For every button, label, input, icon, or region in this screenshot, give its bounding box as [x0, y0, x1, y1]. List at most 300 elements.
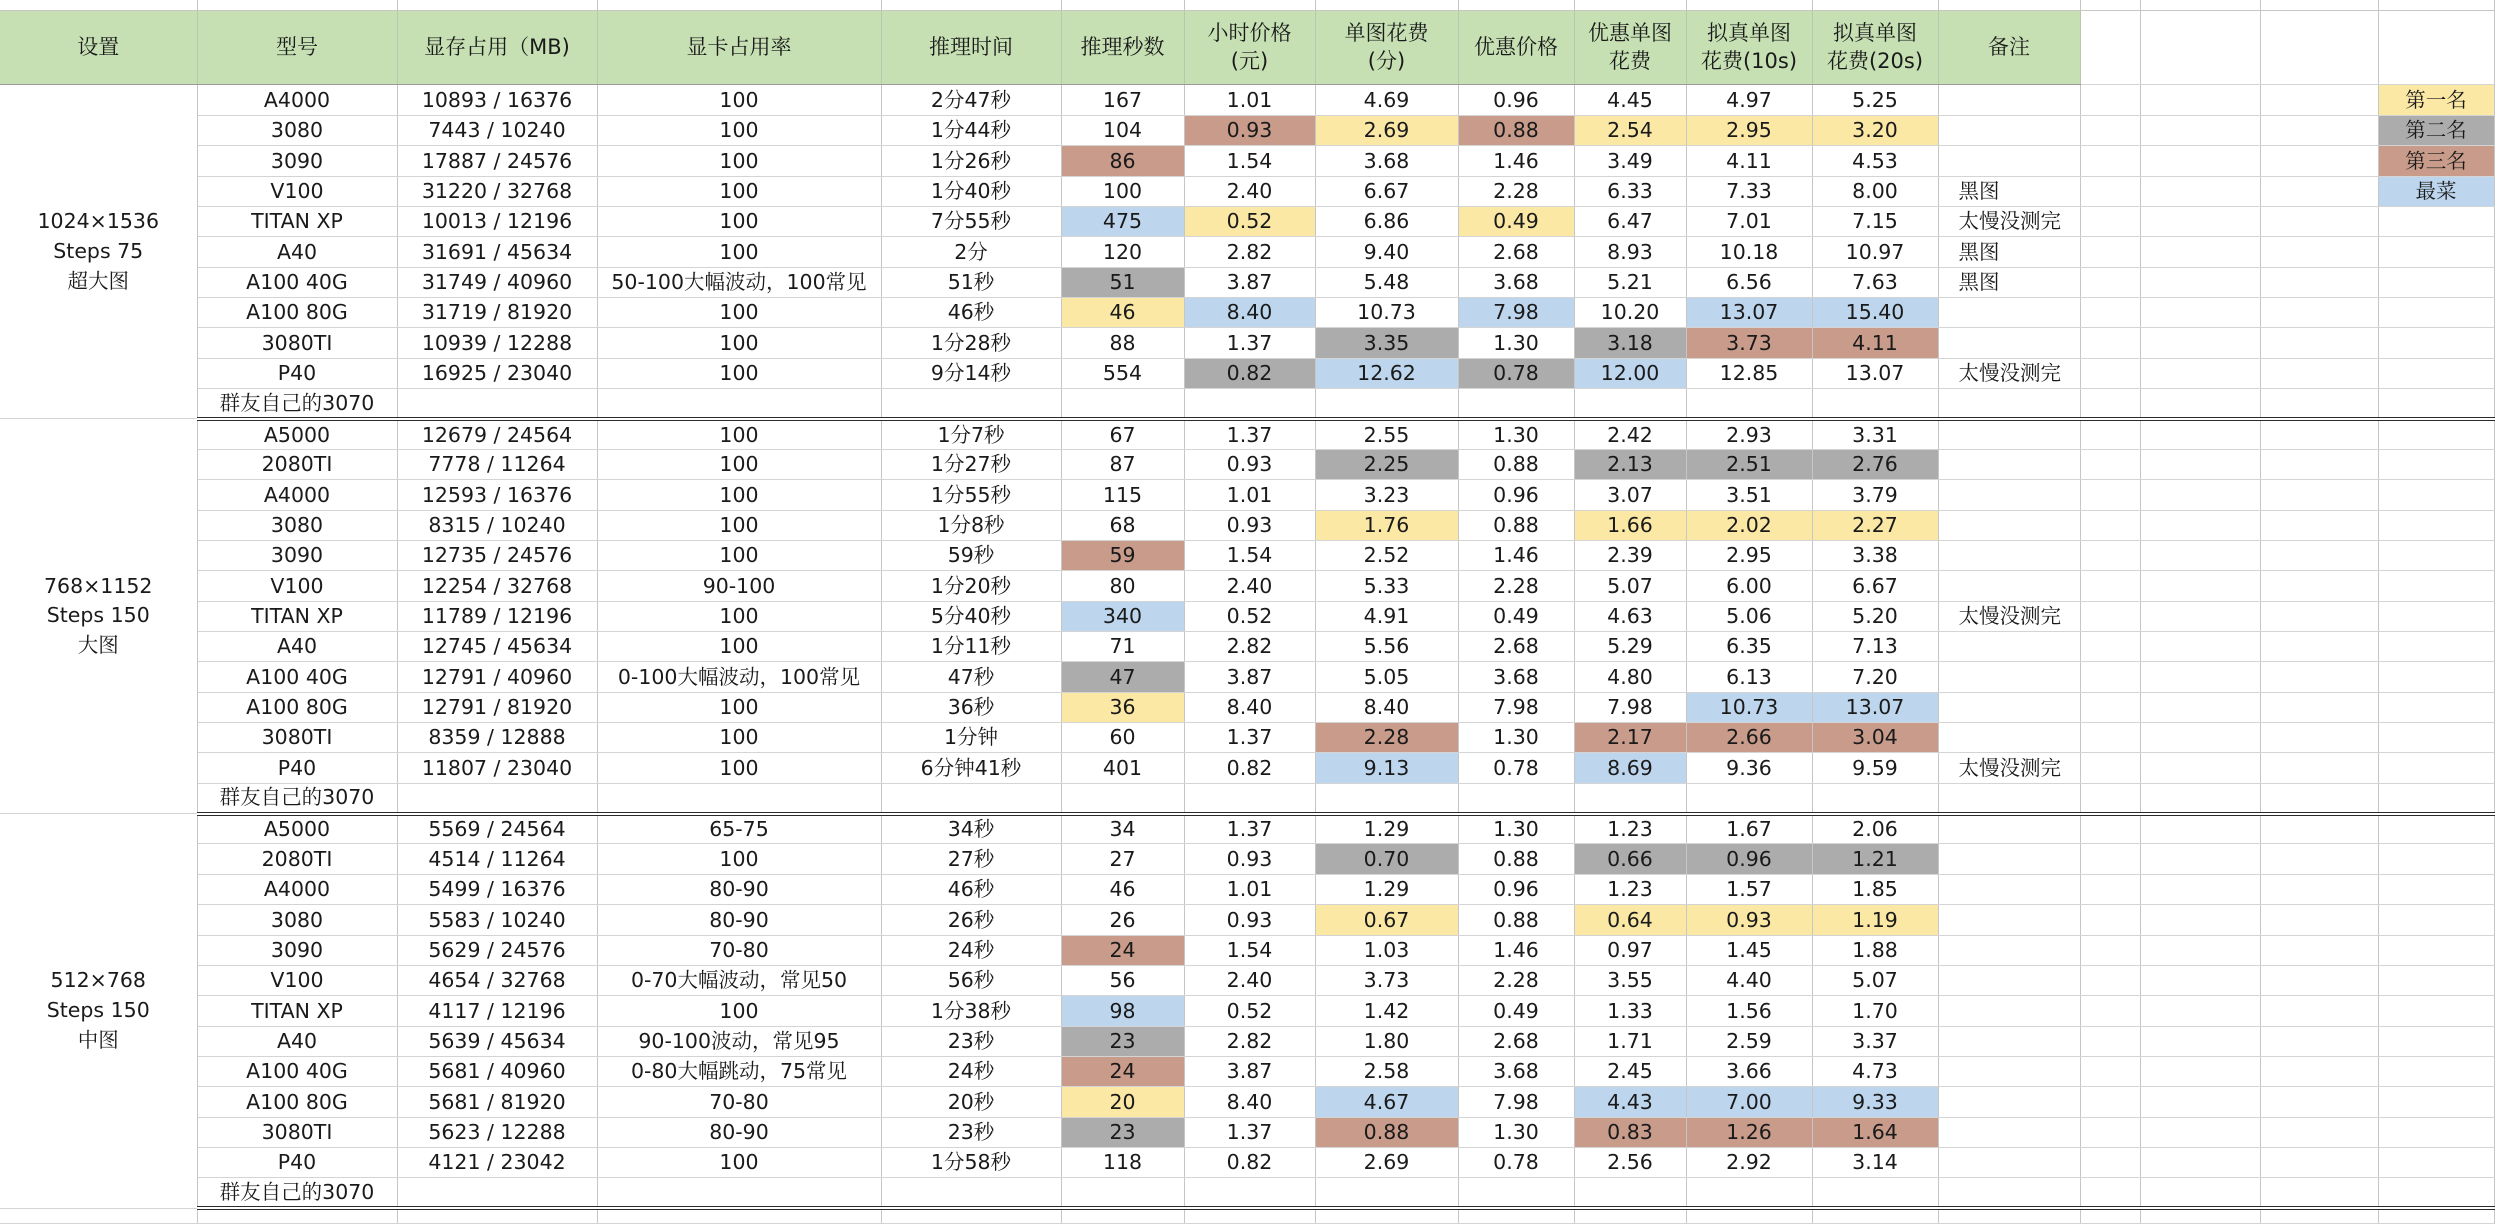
inference-time-cell[interactable]: 36秒: [881, 692, 1061, 722]
cell[interactable]: [2140, 601, 2260, 631]
inference-seconds-cell[interactable]: 86: [1061, 146, 1184, 176]
inference-seconds-cell[interactable]: 34: [1061, 814, 1184, 844]
model-cell[interactable]: 3080TI: [197, 1117, 397, 1147]
cell[interactable]: [2140, 935, 2260, 965]
cell[interactable]: [2260, 662, 2378, 692]
cell[interactable]: [2080, 571, 2140, 601]
inference-seconds-cell[interactable]: [1061, 389, 1184, 419]
inference-seconds-cell[interactable]: 167: [1061, 85, 1184, 115]
cost-per-image-cell[interactable]: 0.67: [1315, 905, 1458, 935]
gpu-utilization-cell[interactable]: 80-90: [597, 905, 881, 935]
discount-price-cell[interactable]: 0.88: [1458, 449, 1574, 479]
gpu-utilization-cell[interactable]: 100: [597, 358, 881, 388]
sim-cost-10s-cell[interactable]: 6.35: [1686, 631, 1812, 661]
inference-seconds-cell[interactable]: 104: [1061, 115, 1184, 145]
discount-cost-per-image-cell[interactable]: 0.97: [1574, 935, 1686, 965]
gpu-utilization-cell[interactable]: 50-100大幅波动，100常见: [597, 267, 881, 297]
cell[interactable]: [2140, 10, 2260, 85]
note-cell[interactable]: [1938, 85, 2080, 115]
cell[interactable]: [2080, 419, 2140, 449]
model-cell[interactable]: A40: [197, 1026, 397, 1056]
discount-cost-per-image-cell[interactable]: 2.17: [1574, 723, 1686, 753]
cell[interactable]: [2140, 328, 2260, 358]
gpu-utilization-cell[interactable]: 100: [597, 449, 881, 479]
cell[interactable]: [2378, 10, 2494, 85]
inference-seconds-cell[interactable]: 118: [1061, 1148, 1184, 1178]
inference-seconds-cell[interactable]: 554: [1061, 358, 1184, 388]
sim-cost-20s-cell[interactable]: 6.67: [1812, 571, 1938, 601]
sim-cost-20s-cell[interactable]: 5.07: [1812, 965, 1938, 995]
gpu-utilization-cell[interactable]: 80-90: [597, 874, 881, 904]
gpu-utilization-cell[interactable]: [597, 389, 881, 419]
note-cell[interactable]: [1938, 844, 2080, 874]
sim-cost-10s-cell[interactable]: 6.56: [1686, 267, 1812, 297]
cell[interactable]: [2080, 176, 2140, 206]
cell[interactable]: [2140, 85, 2260, 115]
hourly-price-cell[interactable]: 1.54: [1184, 935, 1315, 965]
note-cell[interactable]: 黑图: [1938, 267, 2080, 297]
cell[interactable]: [2140, 1178, 2260, 1208]
vram-usage-cell[interactable]: 5681 / 40960: [397, 1056, 597, 1086]
cell[interactable]: [2080, 480, 2140, 510]
cell[interactable]: [2260, 480, 2378, 510]
sim-cost-20s-cell[interactable]: 1.19: [1812, 905, 1938, 935]
sim-cost-10s-cell[interactable]: 1.56: [1686, 996, 1812, 1026]
vram-usage-cell[interactable]: 4121 / 23042: [397, 1148, 597, 1178]
cell[interactable]: [2080, 10, 2140, 85]
inference-time-cell[interactable]: [881, 389, 1061, 419]
vram-usage-cell[interactable]: 10939 / 12288: [397, 328, 597, 358]
sim-cost-20s-cell[interactable]: 13.07: [1812, 692, 1938, 722]
note-cell[interactable]: [1938, 449, 2080, 479]
cell[interactable]: [1686, 0, 1812, 10]
vram-usage-cell[interactable]: [397, 1178, 597, 1208]
cost-per-image-cell[interactable]: 4.69: [1315, 85, 1458, 115]
cell[interactable]: [1686, 1208, 1812, 1223]
hourly-price-cell[interactable]: 8.40: [1184, 298, 1315, 328]
cost-per-image-cell[interactable]: [1315, 1178, 1458, 1208]
discount-price-cell[interactable]: [1458, 783, 1574, 813]
discount-cost-per-image-cell[interactable]: 3.55: [1574, 965, 1686, 995]
hourly-price-cell[interactable]: 1.37: [1184, 723, 1315, 753]
hourly-price-cell[interactable]: 3.87: [1184, 1056, 1315, 1086]
cell[interactable]: [2140, 146, 2260, 176]
cell[interactable]: [2080, 1026, 2140, 1056]
column-header[interactable]: 设置: [0, 10, 197, 85]
cell[interactable]: [881, 1208, 1061, 1223]
sim-cost-20s-cell[interactable]: [1812, 783, 1938, 813]
discount-price-cell[interactable]: 1.30: [1458, 1117, 1574, 1147]
sim-cost-10s-cell[interactable]: 1.67: [1686, 814, 1812, 844]
gpu-utilization-cell[interactable]: 0-80大幅跳动，75常见: [597, 1056, 881, 1086]
discount-price-cell[interactable]: 0.88: [1458, 510, 1574, 540]
discount-cost-per-image-cell[interactable]: 3.18: [1574, 328, 1686, 358]
discount-cost-per-image-cell[interactable]: 5.29: [1574, 631, 1686, 661]
cell[interactable]: [2080, 1056, 2140, 1086]
discount-price-cell[interactable]: 1.30: [1458, 814, 1574, 844]
inference-seconds-cell[interactable]: 36: [1061, 692, 1184, 722]
cell[interactable]: [1938, 0, 2080, 10]
cell[interactable]: [2260, 996, 2378, 1026]
cost-per-image-cell[interactable]: 1.29: [1315, 874, 1458, 904]
inference-time-cell[interactable]: 24秒: [881, 1056, 1061, 1086]
cell[interactable]: [2080, 146, 2140, 176]
cell[interactable]: [2140, 115, 2260, 145]
cell[interactable]: [2140, 237, 2260, 267]
inference-time-cell[interactable]: 27秒: [881, 844, 1061, 874]
cost-per-image-cell[interactable]: 2.52: [1315, 540, 1458, 570]
cell[interactable]: [2260, 419, 2378, 449]
inference-seconds-cell[interactable]: 98: [1061, 996, 1184, 1026]
hourly-price-cell[interactable]: [1184, 1178, 1315, 1208]
sim-cost-20s-cell[interactable]: 2.06: [1812, 814, 1938, 844]
sim-cost-20s-cell[interactable]: 7.63: [1812, 267, 1938, 297]
discount-price-cell[interactable]: 2.28: [1458, 571, 1574, 601]
cell[interactable]: [0, 1208, 197, 1223]
cell[interactable]: [2080, 1087, 2140, 1117]
gpu-utilization-cell[interactable]: 100: [597, 723, 881, 753]
cell[interactable]: [2080, 85, 2140, 115]
sim-cost-10s-cell[interactable]: 9.36: [1686, 753, 1812, 783]
cell[interactable]: [2080, 662, 2140, 692]
column-header[interactable]: 型号: [197, 10, 397, 85]
cost-per-image-cell[interactable]: 1.42: [1315, 996, 1458, 1026]
discount-cost-per-image-cell[interactable]: 1.71: [1574, 1026, 1686, 1056]
vram-usage-cell[interactable]: 12735 / 24576: [397, 540, 597, 570]
note-cell[interactable]: [1938, 419, 2080, 449]
discount-cost-per-image-cell[interactable]: 4.63: [1574, 601, 1686, 631]
cost-per-image-cell[interactable]: 4.67: [1315, 1087, 1458, 1117]
discount-price-cell[interactable]: 0.78: [1458, 753, 1574, 783]
gpu-utilization-cell[interactable]: 70-80: [597, 935, 881, 965]
discount-price-cell[interactable]: [1458, 1178, 1574, 1208]
sim-cost-10s-cell[interactable]: 7.00: [1686, 1087, 1812, 1117]
cell[interactable]: [2140, 1056, 2260, 1086]
vram-usage-cell[interactable]: 12745 / 45634: [397, 631, 597, 661]
sim-cost-10s-cell[interactable]: 2.92: [1686, 1148, 1812, 1178]
vram-usage-cell[interactable]: 5623 / 12288: [397, 1117, 597, 1147]
discount-price-cell[interactable]: 7.98: [1458, 298, 1574, 328]
note-cell[interactable]: [1938, 905, 2080, 935]
vram-usage-cell[interactable]: 31749 / 40960: [397, 267, 597, 297]
discount-cost-per-image-cell[interactable]: 0.64: [1574, 905, 1686, 935]
column-header[interactable]: 推理秒数: [1061, 10, 1184, 85]
cell[interactable]: [2260, 298, 2378, 328]
discount-price-cell[interactable]: [1458, 389, 1574, 419]
discount-cost-per-image-cell[interactable]: [1574, 783, 1686, 813]
sim-cost-20s-cell[interactable]: 4.73: [1812, 1056, 1938, 1086]
cell[interactable]: [1574, 0, 1686, 10]
sim-cost-10s-cell[interactable]: 7.33: [1686, 176, 1812, 206]
note-cell[interactable]: [1938, 480, 2080, 510]
cost-per-image-cell[interactable]: 3.68: [1315, 146, 1458, 176]
cell[interactable]: [2080, 267, 2140, 297]
hourly-price-cell[interactable]: 0.93: [1184, 510, 1315, 540]
cost-per-image-cell[interactable]: 3.35: [1315, 328, 1458, 358]
sim-cost-10s-cell[interactable]: 2.02: [1686, 510, 1812, 540]
inference-seconds-cell[interactable]: 340: [1061, 601, 1184, 631]
inference-time-cell[interactable]: 1分55秒: [881, 480, 1061, 510]
vram-usage-cell[interactable]: 11807 / 23040: [397, 753, 597, 783]
gpu-utilization-cell[interactable]: 0-70大幅波动，常见50: [597, 965, 881, 995]
sim-cost-20s-cell[interactable]: 3.38: [1812, 540, 1938, 570]
gpu-utilization-cell[interactable]: 100: [597, 176, 881, 206]
cell[interactable]: [2260, 783, 2378, 813]
cost-per-image-cell[interactable]: 2.69: [1315, 115, 1458, 145]
cell[interactable]: [2140, 844, 2260, 874]
inference-seconds-cell[interactable]: 46: [1061, 298, 1184, 328]
cell[interactable]: [1812, 0, 1938, 10]
cell[interactable]: [2260, 176, 2378, 206]
cost-per-image-cell[interactable]: 0.70: [1315, 844, 1458, 874]
sim-cost-10s-cell[interactable]: 6.13: [1686, 662, 1812, 692]
hourly-price-cell[interactable]: 0.82: [1184, 1148, 1315, 1178]
cell[interactable]: [2260, 874, 2378, 904]
discount-cost-per-image-cell[interactable]: 1.23: [1574, 814, 1686, 844]
cell[interactable]: [2260, 510, 2378, 540]
vram-usage-cell[interactable]: 4654 / 32768: [397, 965, 597, 995]
cell[interactable]: [2140, 874, 2260, 904]
gpu-utilization-cell[interactable]: 70-80: [597, 1087, 881, 1117]
cell[interactable]: [2140, 1208, 2260, 1223]
cost-per-image-cell[interactable]: [1315, 783, 1458, 813]
cell[interactable]: [2260, 0, 2378, 10]
sim-cost-20s-cell[interactable]: 3.37: [1812, 1026, 1938, 1056]
model-cell[interactable]: V100: [197, 571, 397, 601]
cell[interactable]: [2260, 115, 2378, 145]
cell[interactable]: [2140, 571, 2260, 601]
cell[interactable]: [2140, 480, 2260, 510]
note-cell[interactable]: [1938, 298, 2080, 328]
discount-cost-per-image-cell[interactable]: 7.98: [1574, 692, 1686, 722]
vram-usage-cell[interactable]: 10013 / 12196: [397, 206, 597, 236]
cell[interactable]: [1458, 0, 1574, 10]
note-cell[interactable]: [1938, 510, 2080, 540]
model-cell[interactable]: TITAN XP: [197, 206, 397, 236]
inference-time-cell[interactable]: 5分40秒: [881, 601, 1061, 631]
column-header[interactable]: 小时价格 (元): [1184, 10, 1315, 85]
vram-usage-cell[interactable]: 16925 / 23040: [397, 358, 597, 388]
note-cell[interactable]: 太慢没测完: [1938, 601, 2080, 631]
sim-cost-20s-cell[interactable]: 1.64: [1812, 1117, 1938, 1147]
discount-price-cell[interactable]: 0.78: [1458, 1148, 1574, 1178]
cell[interactable]: [2080, 874, 2140, 904]
cell[interactable]: [2140, 0, 2260, 10]
inference-time-cell[interactable]: 1分11秒: [881, 631, 1061, 661]
inference-seconds-cell[interactable]: 56: [1061, 965, 1184, 995]
discount-cost-per-image-cell[interactable]: 2.39: [1574, 540, 1686, 570]
discount-price-cell[interactable]: 1.30: [1458, 328, 1574, 358]
discount-cost-per-image-cell[interactable]: 2.56: [1574, 1148, 1686, 1178]
discount-price-cell[interactable]: 3.68: [1458, 662, 1574, 692]
cell[interactable]: [2140, 298, 2260, 328]
cell[interactable]: [1061, 1208, 1184, 1223]
setting-group-cell[interactable]: 768×1152 Steps 150 大图: [0, 419, 197, 814]
cost-per-image-cell[interactable]: 4.91: [1315, 601, 1458, 631]
cost-per-image-cell[interactable]: 5.33: [1315, 571, 1458, 601]
model-cell[interactable]: A5000: [197, 419, 397, 449]
cell[interactable]: [2140, 1087, 2260, 1117]
cost-per-image-cell[interactable]: 9.13: [1315, 753, 1458, 783]
vram-usage-cell[interactable]: 31719 / 81920: [397, 298, 597, 328]
discount-price-cell[interactable]: 7.98: [1458, 692, 1574, 722]
cell[interactable]: [2260, 723, 2378, 753]
inference-time-cell[interactable]: 7分55秒: [881, 206, 1061, 236]
inference-time-cell[interactable]: 46秒: [881, 298, 1061, 328]
inference-seconds-cell[interactable]: 120: [1061, 237, 1184, 267]
cell[interactable]: [2260, 753, 2378, 783]
cell[interactable]: [2260, 1087, 2378, 1117]
hourly-price-cell[interactable]: 0.82: [1184, 358, 1315, 388]
vram-usage-cell[interactable]: 8315 / 10240: [397, 510, 597, 540]
inference-seconds-cell[interactable]: 67: [1061, 419, 1184, 449]
sim-cost-10s-cell[interactable]: 1.45: [1686, 935, 1812, 965]
discount-cost-per-image-cell[interactable]: 2.42: [1574, 419, 1686, 449]
cell[interactable]: [2260, 267, 2378, 297]
cell[interactable]: [1458, 1208, 1574, 1223]
cell[interactable]: [2080, 115, 2140, 145]
gpu-utilization-cell[interactable]: 100: [597, 844, 881, 874]
cell[interactable]: [2140, 510, 2260, 540]
inference-seconds-cell[interactable]: 68: [1061, 510, 1184, 540]
discount-cost-per-image-cell[interactable]: 0.83: [1574, 1117, 1686, 1147]
inference-seconds-cell[interactable]: 100: [1061, 176, 1184, 206]
cost-per-image-cell[interactable]: 1.03: [1315, 935, 1458, 965]
model-cell[interactable]: A100 80G: [197, 298, 397, 328]
gpu-utilization-cell[interactable]: 80-90: [597, 1117, 881, 1147]
sim-cost-10s-cell[interactable]: 0.96: [1686, 844, 1812, 874]
cell[interactable]: [2080, 996, 2140, 1026]
vram-usage-cell[interactable]: 12254 / 32768: [397, 571, 597, 601]
cost-per-image-cell[interactable]: 1.76: [1315, 510, 1458, 540]
inference-time-cell[interactable]: 51秒: [881, 267, 1061, 297]
cost-per-image-cell[interactable]: 3.73: [1315, 965, 1458, 995]
note-cell[interactable]: [1938, 1117, 2080, 1147]
discount-price-cell[interactable]: 1.30: [1458, 419, 1574, 449]
note-cell[interactable]: [1938, 146, 2080, 176]
column-header[interactable]: 推理时间: [881, 10, 1061, 85]
sim-cost-10s-cell[interactable]: 2.59: [1686, 1026, 1812, 1056]
cell[interactable]: [2080, 1208, 2140, 1223]
gpu-utilization-cell[interactable]: 100: [597, 692, 881, 722]
hourly-price-cell[interactable]: 8.40: [1184, 1087, 1315, 1117]
cell[interactable]: [2140, 358, 2260, 388]
note-cell[interactable]: [1938, 571, 2080, 601]
cell[interactable]: [2080, 844, 2140, 874]
cell[interactable]: [2260, 935, 2378, 965]
hourly-price-cell[interactable]: 2.82: [1184, 237, 1315, 267]
sim-cost-20s-cell[interactable]: 7.13: [1812, 631, 1938, 661]
inference-time-cell[interactable]: 24秒: [881, 935, 1061, 965]
note-cell[interactable]: [1938, 996, 2080, 1026]
inference-time-cell[interactable]: 1分钟: [881, 723, 1061, 753]
discount-price-cell[interactable]: 0.88: [1458, 844, 1574, 874]
cell[interactable]: [2080, 1178, 2140, 1208]
cell[interactable]: [2080, 935, 2140, 965]
model-cell[interactable]: A100 40G: [197, 1056, 397, 1086]
hourly-price-cell[interactable]: 1.01: [1184, 874, 1315, 904]
sim-cost-10s-cell[interactable]: 10.73: [1686, 692, 1812, 722]
vram-usage-cell[interactable]: 17887 / 24576: [397, 146, 597, 176]
cell[interactable]: [2080, 753, 2140, 783]
inference-time-cell[interactable]: 20秒: [881, 1087, 1061, 1117]
sim-cost-20s-cell[interactable]: 3.79: [1812, 480, 1938, 510]
model-cell[interactable]: 3080: [197, 905, 397, 935]
gpu-utilization-cell[interactable]: 100: [597, 631, 881, 661]
discount-price-cell[interactable]: 0.88: [1458, 115, 1574, 145]
vram-usage-cell[interactable]: 5499 / 16376: [397, 874, 597, 904]
model-cell[interactable]: A40: [197, 237, 397, 267]
discount-price-cell[interactable]: 2.28: [1458, 965, 1574, 995]
cell[interactable]: [2260, 814, 2378, 844]
vram-usage-cell[interactable]: [397, 389, 597, 419]
cell[interactable]: [2080, 206, 2140, 236]
sim-cost-10s-cell[interactable]: 4.97: [1686, 85, 1812, 115]
cell[interactable]: [1061, 0, 1184, 10]
inference-time-cell[interactable]: 1分27秒: [881, 449, 1061, 479]
cell[interactable]: [2140, 965, 2260, 995]
inference-seconds-cell[interactable]: 24: [1061, 935, 1184, 965]
note-cell[interactable]: [1938, 328, 2080, 358]
discount-cost-per-image-cell[interactable]: 5.21: [1574, 267, 1686, 297]
cell[interactable]: [2140, 723, 2260, 753]
inference-seconds-cell[interactable]: 401: [1061, 753, 1184, 783]
sim-cost-20s-cell[interactable]: [1812, 1178, 1938, 1208]
column-header[interactable]: 备注: [1938, 10, 2080, 85]
discount-cost-per-image-cell[interactable]: 1.23: [1574, 874, 1686, 904]
sim-cost-20s-cell[interactable]: 4.53: [1812, 146, 1938, 176]
cell[interactable]: [2260, 540, 2378, 570]
cell[interactable]: [2260, 85, 2378, 115]
discount-price-cell[interactable]: 0.96: [1458, 85, 1574, 115]
gpu-utilization-cell[interactable]: 100: [597, 1148, 881, 1178]
sim-cost-10s-cell[interactable]: [1686, 783, 1812, 813]
discount-cost-per-image-cell[interactable]: 2.45: [1574, 1056, 1686, 1086]
hourly-price-cell[interactable]: [1184, 389, 1315, 419]
discount-cost-per-image-cell[interactable]: 5.07: [1574, 571, 1686, 601]
sim-cost-10s-cell[interactable]: 2.95: [1686, 540, 1812, 570]
cell[interactable]: [2080, 905, 2140, 935]
cost-per-image-cell[interactable]: 2.28: [1315, 723, 1458, 753]
inference-seconds-cell[interactable]: 47: [1061, 662, 1184, 692]
discount-price-cell[interactable]: 2.68: [1458, 1026, 1574, 1056]
model-cell[interactable]: 群友自己的3070: [197, 389, 397, 419]
model-cell[interactable]: A100 40G: [197, 267, 397, 297]
inference-seconds-cell[interactable]: 88: [1061, 328, 1184, 358]
cell[interactable]: [1315, 1208, 1458, 1223]
hourly-price-cell[interactable]: 0.52: [1184, 601, 1315, 631]
model-cell[interactable]: 3080: [197, 510, 397, 540]
sim-cost-20s-cell[interactable]: 2.27: [1812, 510, 1938, 540]
cost-per-image-cell[interactable]: 2.55: [1315, 419, 1458, 449]
cost-per-image-cell[interactable]: 1.80: [1315, 1026, 1458, 1056]
inference-seconds-cell[interactable]: 475: [1061, 206, 1184, 236]
cost-per-image-cell[interactable]: 6.86: [1315, 206, 1458, 236]
vram-usage-cell[interactable]: 4514 / 11264: [397, 844, 597, 874]
cell[interactable]: [1812, 1208, 1938, 1223]
model-cell[interactable]: 2080TI: [197, 449, 397, 479]
discount-price-cell[interactable]: 3.68: [1458, 1056, 1574, 1086]
inference-seconds-cell[interactable]: 51: [1061, 267, 1184, 297]
hourly-price-cell[interactable]: 1.54: [1184, 146, 1315, 176]
cell[interactable]: [2260, 146, 2378, 176]
vram-usage-cell[interactable]: 12593 / 16376: [397, 480, 597, 510]
gpu-utilization-cell[interactable]: 100: [597, 996, 881, 1026]
note-cell[interactable]: [1938, 874, 2080, 904]
note-cell[interactable]: 太慢没测完: [1938, 206, 2080, 236]
sim-cost-10s-cell[interactable]: 5.06: [1686, 601, 1812, 631]
cell[interactable]: [2080, 328, 2140, 358]
